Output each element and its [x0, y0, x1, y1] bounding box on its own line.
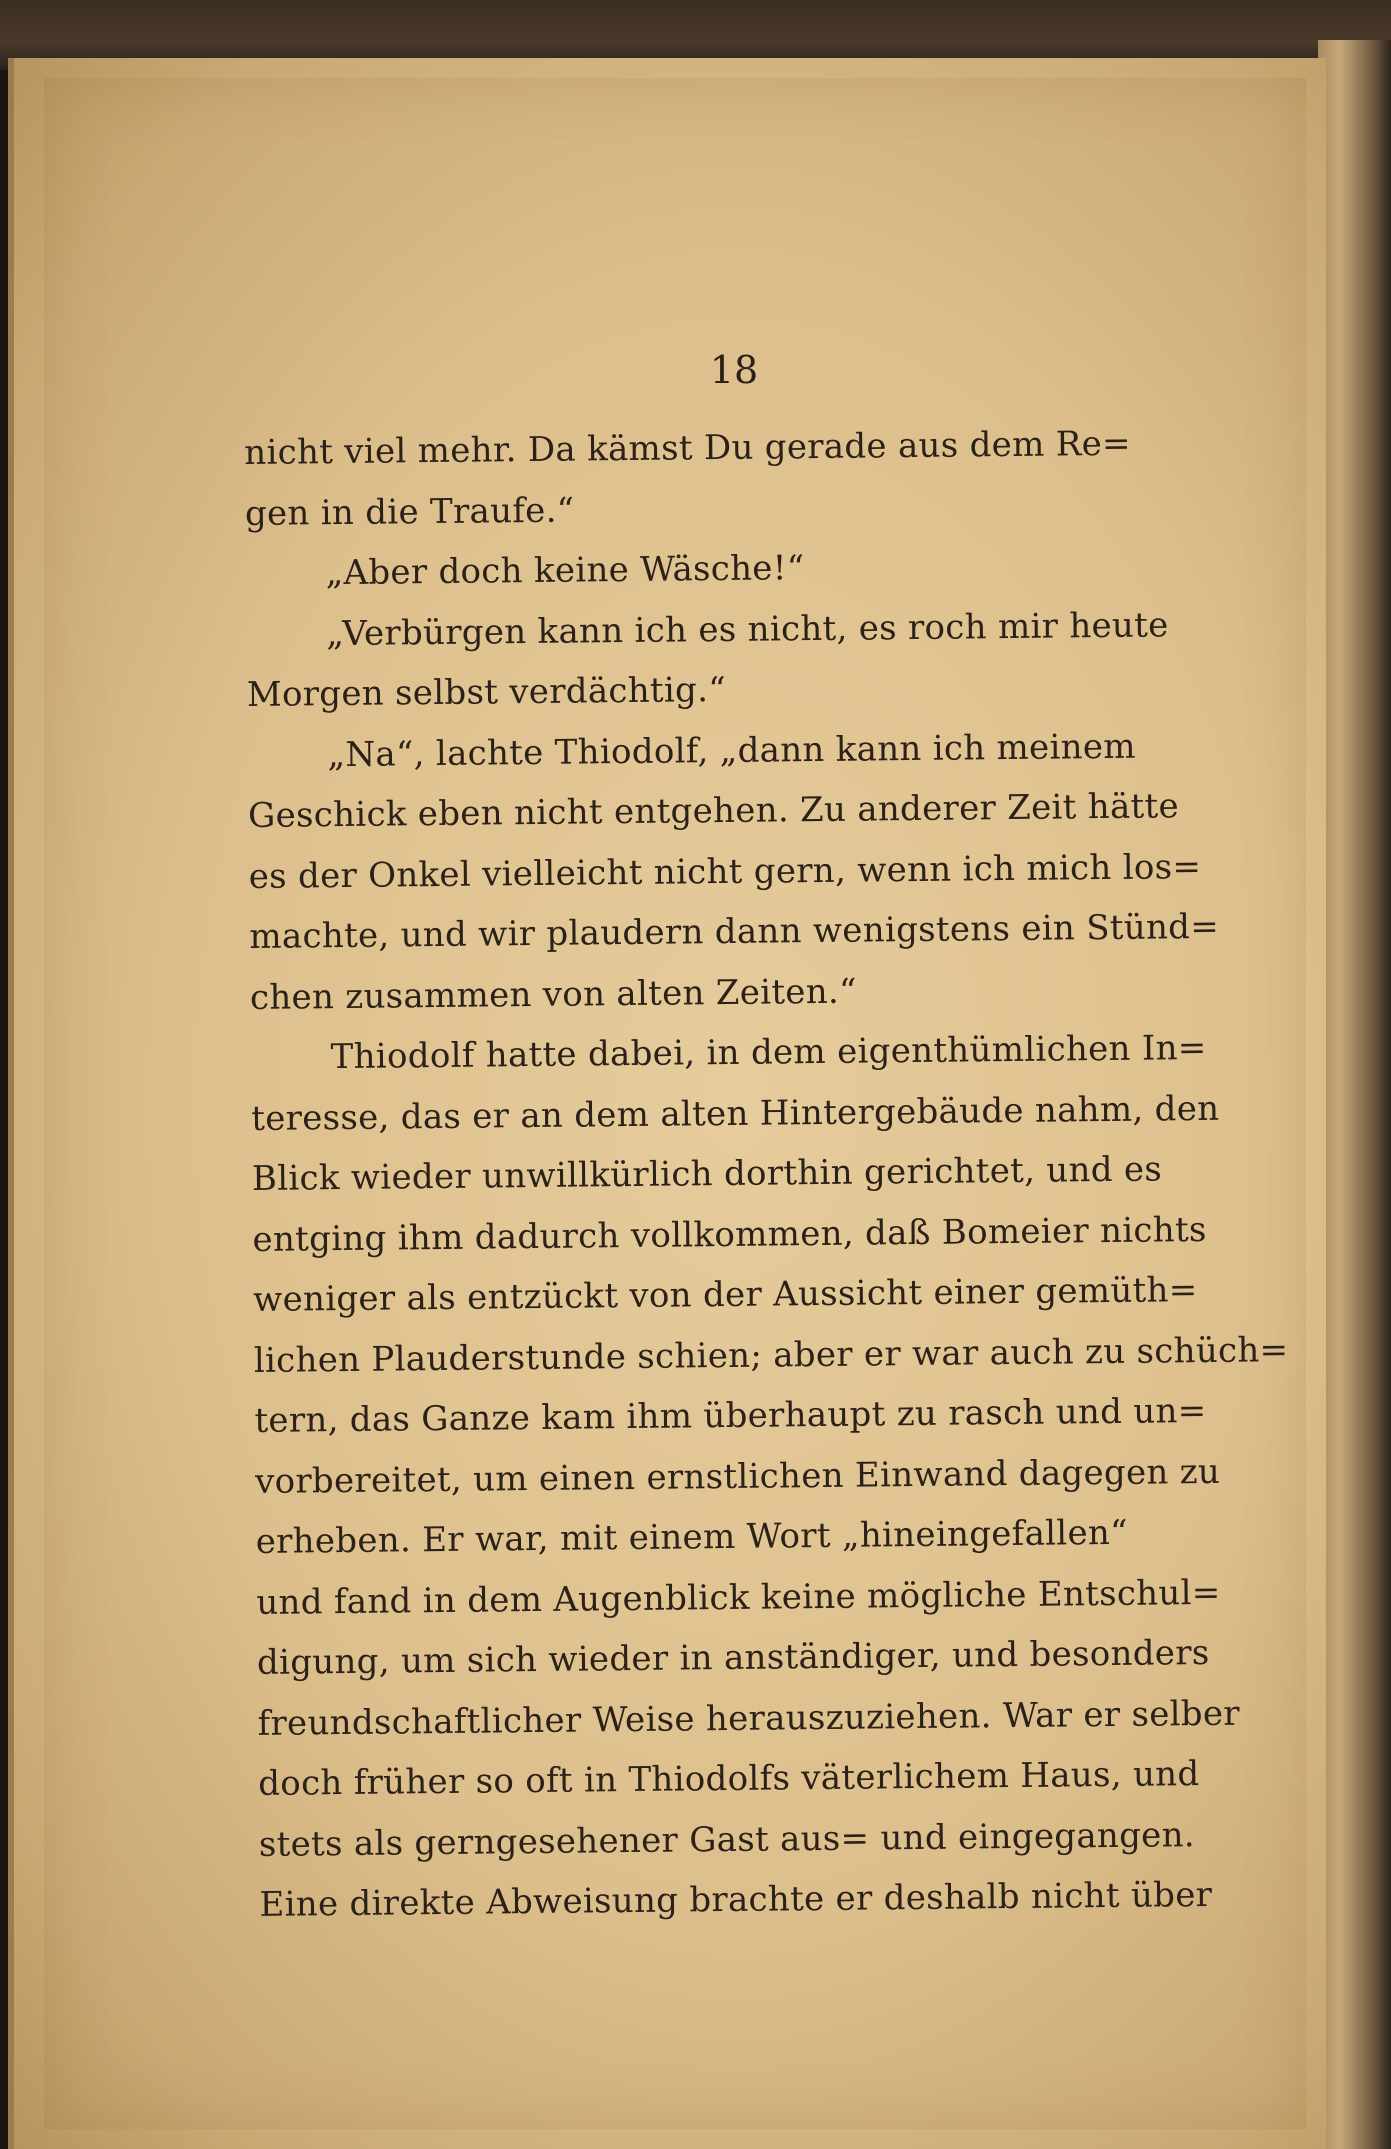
text-line: es der Onkel vielleicht nicht gern, wenn ich mich los=: [248, 846, 1202, 897]
text-line: vorbereitet, um einen ernstlichen Einwand dagegen zu: [254, 1451, 1221, 1502]
text-line: „Verbürgen kann ich es nicht, es roch mir heute: [326, 604, 1169, 654]
text-line: Thiodolf hatte dabei, in dem eigenthümlichen In=: [330, 1027, 1207, 1078]
text-line: teresse, das er an dem alten Hintergebäude nahm, den: [251, 1088, 1220, 1139]
text-line: weniger als entzückt von der Aussicht einer gemüth=: [252, 1270, 1198, 1320]
text-line: „Na“, lachte Thiodolf, „dann kann ich meinem: [327, 726, 1137, 775]
text-line: „Aber doch keine Wäsche!“: [325, 548, 805, 594]
text-line: digung, um sich wieder in anständiger, und besonders: [256, 1632, 1210, 1683]
text-line: erheben. Er war, mit einem Wort „hineingefallen“: [255, 1512, 1129, 1562]
text-line: freundschaftlicher Weise herauszuziehen. War er selber: [257, 1693, 1241, 1744]
body-text: [244, 412, 1310, 1935]
text-line: Eine direkte Abweisung brachte er deshalb nicht über: [259, 1874, 1213, 1925]
text-line: Geschick eben nicht entgehen. Zu anderer Zeit hätte: [247, 786, 1180, 836]
text-line: gen in die Traufe.“: [244, 490, 575, 534]
text-line: lichen Plauderstunde schien; aber er war auch zu schüch=: [253, 1329, 1289, 1381]
text-line: tern, das Ganze kam ihm überhaupt zu rasch und un=: [254, 1390, 1207, 1441]
text-line: nicht viel mehr. Da kämst Du gerade aus dem Re=: [244, 423, 1132, 473]
text-line: doch früher so oft in Thiodolfs väterlichem Haus, und: [258, 1754, 1200, 1804]
text-line: machte, und wir plaudern dann wenigstens ein Stünd=: [249, 906, 1220, 957]
text-line: und fand in dem Augenblick keine mögliche Entschul=: [256, 1572, 1221, 1623]
page-number: 18: [709, 348, 759, 392]
text-line: stets als gerngesehener Gast aus= und eingegangen.: [258, 1814, 1196, 1865]
book-page: [8, 58, 1326, 2149]
text-line: Blick wieder unwillkürlich dorthin gerichtet, und es: [251, 1149, 1163, 1199]
text-line: Morgen selbst verdächtig.“: [246, 669, 727, 715]
text-line: entging ihm dadurch vollkommen, daß Bomeier nichts: [252, 1209, 1207, 1260]
text-line: chen zusammen von alten Zeiten.“: [249, 971, 857, 1018]
